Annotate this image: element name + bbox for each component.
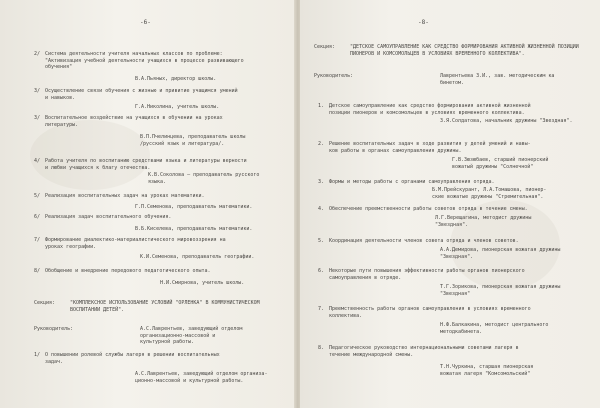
item-text: Формы и методы работы с органами самоуправления отряда. (329, 179, 495, 185)
item-number: 3/ (34, 88, 41, 94)
item-author: З.Я.Солдатова, начальник дружины "Звездная". (440, 118, 573, 124)
item-author: Н.И.Смирнова, учитель школы. (160, 280, 245, 286)
list-item (34, 214, 171, 221)
page-number: -6- (140, 19, 151, 26)
item-number: 6/ (34, 214, 41, 220)
item-number: 8/ (34, 268, 41, 274)
item-author: А.С.Лаврентьев, заведующий отделом организа- ционно-массовой и культурной работы. (135, 371, 268, 384)
paper-stain (30, 120, 150, 190)
list-item (34, 158, 247, 171)
item-text: Преемственность работы органов самоуправления в условиях временного коллектива. (329, 306, 531, 319)
item-text: О повышении ролевой службы лагеря в решении воспитательных задач. (45, 352, 220, 365)
list-item (34, 352, 220, 365)
item-number: 7/ (34, 237, 41, 243)
section-leader: Лаврентьева З.И., зав. методическим ка бинетом. (440, 73, 555, 86)
item-author: Л.Г.Верещагина, методист дружины "Звездная". (435, 215, 532, 228)
section-title: "ДЕТСКОЕ САМОУПРАВЛЕНИЕ КАК СРЕДСТВО ФОРМИРОВАНИЯ АКТИВНОЙ ЖИЗНЕННОЙ ПОЗИЦИИ ПИОНЕРОВ И КОМСОМОЛЬЦЕВ В УСЛОВИЯХ ВРЕМЕННОГО КОЛЛЕКТИВА". (350, 44, 579, 57)
list-item (318, 179, 495, 186)
item-number: 6. (318, 268, 325, 274)
item-author: Н.Ф.Балкакина, методист центрального методкабинета. (440, 322, 549, 335)
item-number: 5/ (34, 193, 41, 199)
item-text: Реализация воспитательных задач на уроках математики. (45, 193, 205, 199)
list-item (34, 51, 244, 71)
item-author: В.Б.Киселева, преподаватель математики. (135, 226, 253, 232)
item-author: Б.М.Прейскурант, Л.А.Томашова, пионер- ские вожатые дружины "Стремительная". (432, 187, 547, 200)
item-text: Педагогическое руководство интернациональными советами лагеря в течение международной смены. (329, 345, 519, 358)
item-author: В.А.Пьяных, директор школы. (135, 76, 217, 82)
item-author: К.В.Соколова — преподаватель русского языка. (148, 172, 260, 185)
item-text: Координация деятельности членов совета отряда и членов советов. (329, 238, 519, 244)
list-item (34, 88, 238, 101)
section-label: Секция: (34, 300, 56, 306)
item-text: Воспитательное воздействие на учащихся в обучении на уроках литературы. (45, 115, 223, 128)
item-text: Некоторые пути повышения эффективности работы органов пионерского самоуправления в отряде. (329, 268, 525, 281)
section-heading (314, 44, 590, 57)
item-text: Обеспечение преемственности работы советов отряда в течение смены. (329, 206, 528, 212)
list-item (318, 306, 531, 319)
item-author: Т.Г.Зорикова, пионерская вожатая дружины "Звездная" (440, 284, 561, 297)
list-item (318, 141, 531, 154)
page-number: -8- (418, 19, 429, 26)
section-heading (34, 300, 280, 313)
list-item (318, 345, 519, 358)
item-number: 7. (318, 306, 325, 312)
section-leader-label: Руководитель: (34, 326, 74, 332)
item-text: Решение воспитательных задач в ходе развития у детей умений и навы- ков работы в органах самоуправления дружины. (329, 141, 531, 154)
item-text: Детское самоуправление как средство формирования активной жизненной позиции пионеров и комсомольцев в условиях временного коллектива. (329, 103, 531, 116)
list-item (318, 103, 531, 116)
section-title: "КОМПЛЕКСНОЕ ИСПОЛЬЗОВАНИЕ УСЛОВИЙ "ОРЛЕНКА" В КОММУНИСТИЧЕСКОМ ВОСПИТАНИИ ДЕТЕЙ". (70, 300, 260, 313)
item-number: 2. (318, 141, 325, 147)
left-page (0, 0, 296, 408)
item-text: Формирование диалектико-материалистического мировоззрения на уроках географии. (45, 237, 226, 250)
item-number: 3/ (34, 115, 41, 121)
item-number: 4/ (34, 158, 41, 164)
item-text: Система деятельности учителя начальных классов по проблеме: "Активизация учебной деятельности учащихся в процессе развивающего обучения" (45, 51, 244, 71)
list-item (318, 238, 519, 245)
section-leader: А.С.Лаврентьев, заведующий отделом организационно-массовой и культурной работы. (140, 326, 243, 346)
section-label: Секция: (314, 44, 336, 50)
item-number: 1. (318, 103, 325, 109)
item-author: Г.В.Зюзюбаев, старший пионерский вожатый дружины "Солнечной" (452, 157, 549, 170)
item-author: К.И.Семенова, преподаватель географии. (140, 254, 255, 260)
item-text: Обобщение и внедрение передового педагогического опыта. (45, 268, 211, 274)
list-item (34, 115, 223, 128)
item-author: Г.П.Семенова, преподаватель математики. (135, 204, 253, 210)
item-text: Работа учителя по воспитанию средствами языка и литературы верности и любви учащихся к благу отечества. (45, 158, 247, 171)
right-page (300, 0, 600, 408)
item-number: 1/ (34, 352, 41, 358)
item-author: Т.Н.Чуркина, старшая пионерская вожатая лагеря "Комсомольский" (440, 364, 534, 377)
item-text: Реализация задач воспитательного обучения. (45, 214, 172, 220)
list-item (34, 193, 205, 200)
item-author: В.П.Пчелинцева, преподаватель школы /русский язык и литература/. (140, 134, 246, 147)
item-number: 2/ (34, 51, 41, 57)
list-item (34, 237, 226, 250)
item-author: Г.А.Николина, учитель школы. (135, 104, 220, 110)
item-number: 4. (318, 206, 325, 212)
item-number: 8. (318, 345, 325, 351)
item-number: 3. (318, 179, 325, 185)
list-item (34, 268, 211, 275)
list-item (318, 268, 525, 281)
list-item (318, 206, 528, 213)
section-leader-label: Руководитель: (314, 73, 354, 79)
item-author: А.А.Демидова, пионерская вожатая дружины "Звездная". (440, 247, 561, 260)
item-number: 5. (318, 238, 325, 244)
item-text: Осуществление связи обучения с жизнью и привитие учащимся умений и навыков. (45, 88, 238, 101)
